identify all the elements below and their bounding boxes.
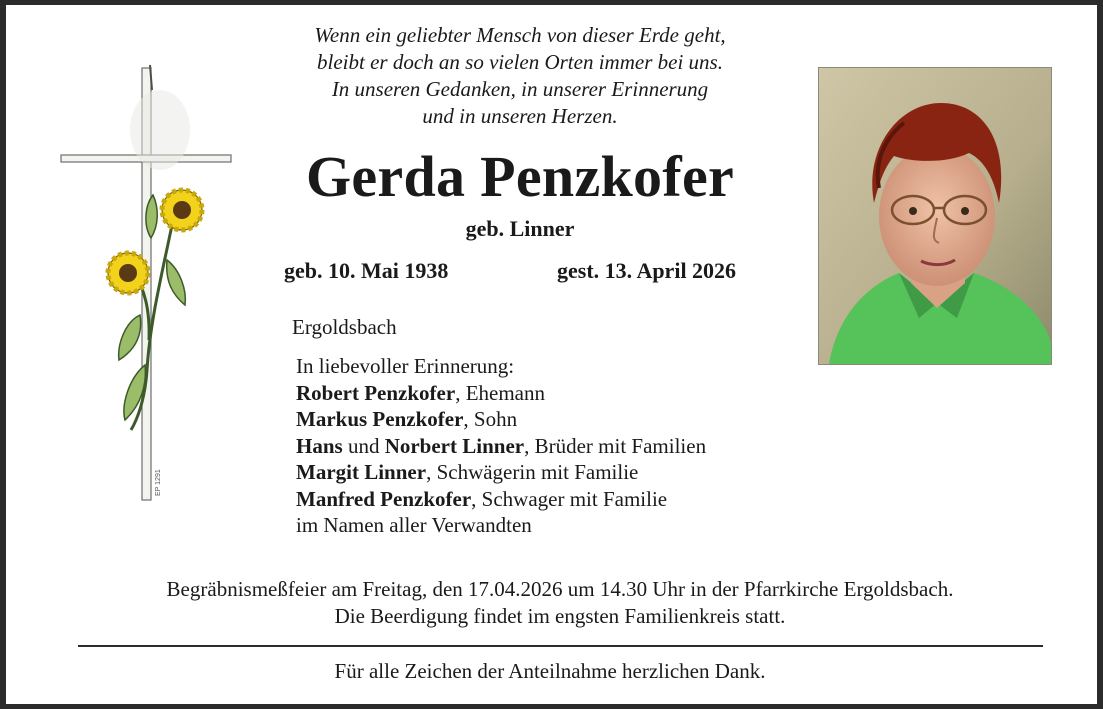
cross-code-label: EP 1291 bbox=[155, 469, 162, 496]
portrait-photo bbox=[818, 67, 1052, 365]
poem bbox=[240, 22, 800, 130]
birth-date: geb. 10. Mai 1938 bbox=[284, 258, 449, 283]
mourner-entry bbox=[296, 459, 706, 486]
death-date: gest. 13. April 2026 bbox=[557, 258, 737, 283]
service-line: Die Beerdigung findet im engsten Familienkreis statt. bbox=[334, 604, 786, 628]
mourner-entry bbox=[296, 380, 706, 407]
mourners-list bbox=[296, 353, 706, 539]
poem-line: In unseren Gedanken, in unserer Erinnerung bbox=[331, 77, 709, 101]
mourners-closing: im Namen aller Verwandten bbox=[296, 513, 532, 537]
mourner-relation: und bbox=[342, 433, 385, 458]
mourner-entry bbox=[296, 406, 706, 433]
service-info bbox=[60, 576, 1060, 630]
thanks-line: Für alle Zeichen der Anteilnahme herzlichen Dank. bbox=[334, 659, 766, 683]
maiden-name: geb. Linner bbox=[465, 216, 575, 241]
mourner-relation: , Brüder mit Familien bbox=[524, 433, 707, 458]
mourner-entries bbox=[296, 380, 706, 513]
mourner-relation: , Schwägerin mit Familie bbox=[426, 460, 639, 484]
service-line: Begräbnismeßfeier am Freitag, den 17.04.2026 um 14.30 Uhr in der Pfarrkirche Ergoldsbach. bbox=[166, 577, 954, 601]
mourner-relation: , Sohn bbox=[463, 407, 518, 431]
mourner-name: Norbert Linner bbox=[384, 433, 525, 458]
cross-sunflower-icon bbox=[55, 60, 240, 505]
poem-line: und in unseren Herzen. bbox=[422, 104, 618, 128]
mourner-name: Margit Linner bbox=[296, 460, 427, 484]
place-name: Ergoldsbach bbox=[292, 315, 397, 339]
mourner-name: Markus Penzkofer bbox=[296, 407, 464, 431]
divider bbox=[78, 645, 1043, 647]
mourner-entry bbox=[296, 486, 706, 513]
mourner-relation: , Schwager mit Familie bbox=[471, 486, 668, 511]
mourner-name: Robert Penzkofer bbox=[296, 380, 456, 405]
poem-line: bleibt er doch an so vielen Orten immer bei uns. bbox=[317, 50, 723, 74]
mourner-entry bbox=[296, 433, 706, 460]
portrait-icon bbox=[819, 68, 1051, 364]
mourner-relation: , Ehemann bbox=[455, 380, 546, 405]
mourners-intro: In liebevoller Erinnerung: bbox=[296, 354, 515, 378]
mourner-name: Manfred Penzkofer bbox=[296, 486, 472, 511]
deceased-name: Gerda Penzkofer bbox=[305, 144, 735, 209]
poem-line: Wenn ein geliebter Mensch von dieser Erde geht, bbox=[314, 23, 726, 47]
mourner-name: Hans bbox=[296, 433, 343, 458]
